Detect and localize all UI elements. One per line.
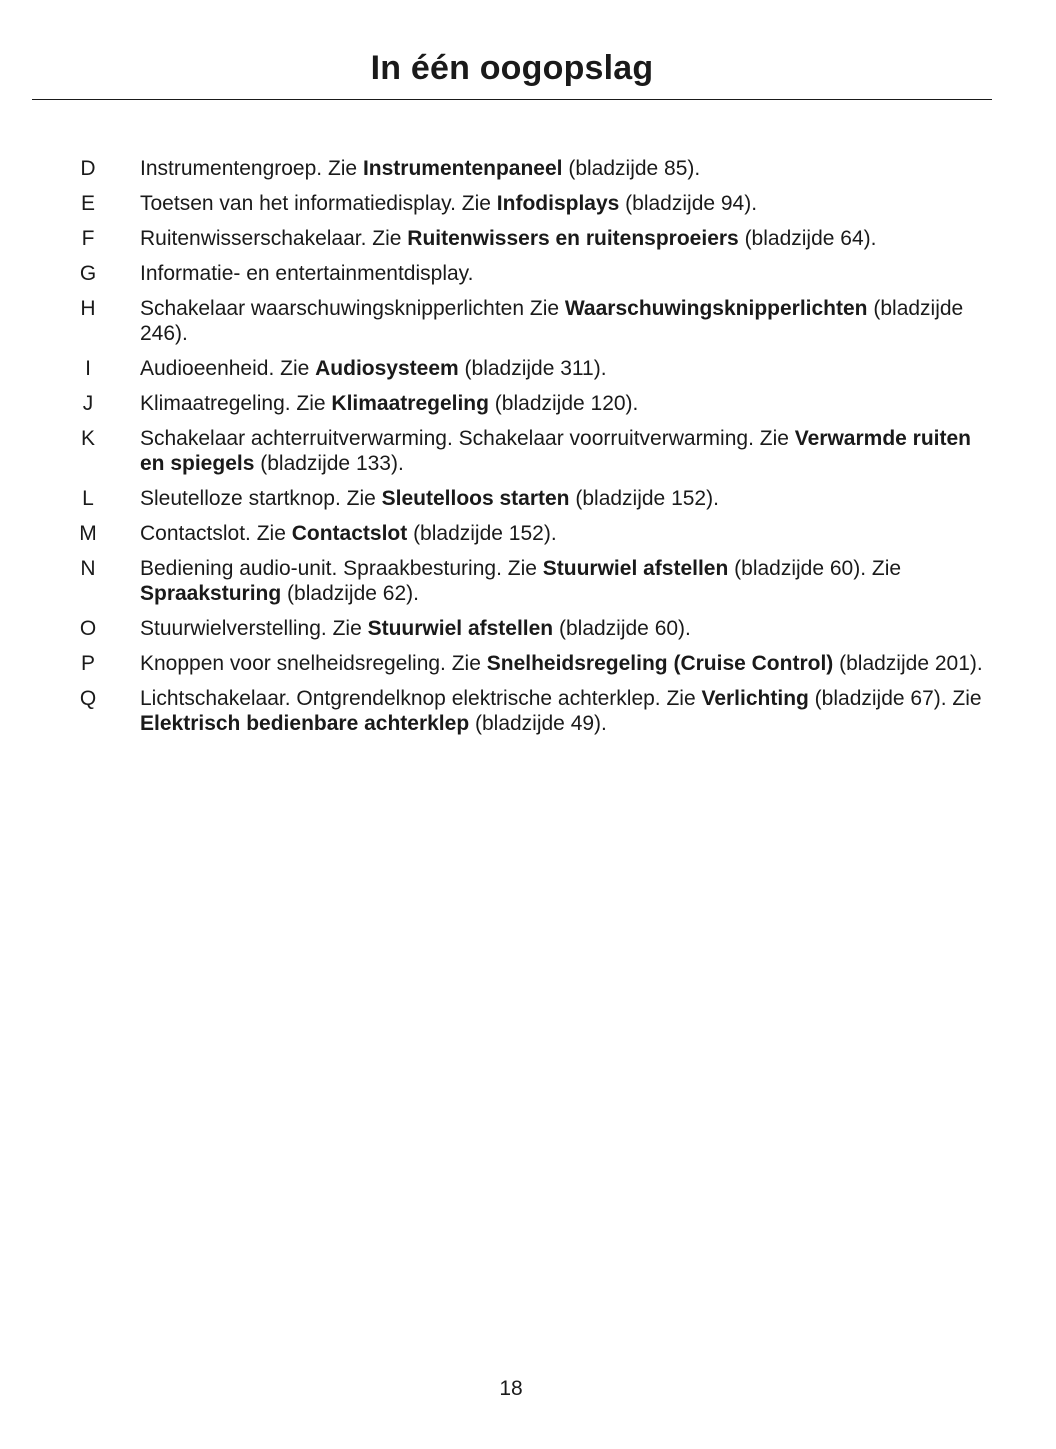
legend-letter: F: [81, 227, 95, 250]
cross-reference-link[interactable]: Verlichting: [701, 687, 809, 710]
legend-entry: [0, 391, 1056, 416]
cross-reference-link[interactable]: Waarschuwingsknipperlichten: [564, 297, 868, 320]
description-text: (bladzijde 60). Zie: [728, 557, 902, 580]
page-number: 18: [499, 1377, 523, 1400]
cross-reference-link[interactable]: Spraaksturing: [140, 582, 282, 605]
description-text: Informatie- en entertainmentdisplay.: [140, 262, 474, 285]
legend-letter: P: [80, 652, 95, 675]
cross-reference-link[interactable]: Snelheidsregeling (Cruise Control): [486, 652, 834, 675]
legend-description: [140, 521, 985, 546]
legend-entry: [0, 191, 1056, 216]
cross-reference-link[interactable]: Ruitenwissers en ruitensproeiers: [407, 227, 739, 250]
description-text: Stuurwielverstelling. Zie: [140, 617, 368, 640]
legend-letter: D: [80, 157, 96, 180]
legend-description: [140, 356, 985, 381]
legend-letter: G: [79, 262, 97, 285]
cross-reference-link[interactable]: Sleutelloos starten: [381, 487, 570, 510]
description-text: Bediening audio-unit. Spraakbesturing. Zie: [140, 557, 543, 580]
legend-description: [140, 226, 985, 251]
description-text: (bladzijde 311).: [458, 357, 607, 380]
description-text: (bladzijde 60).: [553, 617, 691, 640]
legend-entry: [0, 356, 1056, 381]
description-text: (bladzijde 67). Zie: [808, 687, 982, 710]
page-title: In één oogopslag: [370, 49, 654, 87]
legend-list: [0, 156, 1056, 746]
cross-reference-link[interactable]: Klimaatregeling: [331, 392, 489, 415]
legend-entry: [0, 156, 1056, 181]
legend-entry: [0, 556, 1056, 606]
description-text: (bladzijde 133).: [254, 452, 404, 475]
cross-reference-link[interactable]: Verwarmde ruiten en spiegels: [140, 427, 971, 475]
legend-description: [140, 391, 985, 416]
legend-letter: H: [80, 297, 96, 320]
description-text: Instrumentengroep. Zie: [140, 157, 363, 180]
legend-entry: [0, 651, 1056, 676]
description-text: Lichtschakelaar. Ontgrendelknop elektrische achterklep. Zie: [140, 687, 702, 710]
legend-description: [140, 616, 985, 641]
legend-entry: [0, 296, 1056, 346]
description-text: Audioeenheid. Zie: [140, 357, 316, 380]
legend-description: [140, 296, 985, 346]
legend-letter: Q: [79, 687, 97, 710]
legend-description: [140, 261, 985, 286]
description-text: Sleutelloze startknop. Zie: [140, 487, 382, 510]
description-text: Contactslot. Zie: [140, 522, 292, 545]
legend-entry: [0, 686, 1056, 736]
legend-description: [140, 426, 985, 476]
description-text: (bladzijde 85).: [562, 157, 701, 180]
description-text: (bladzijde 64).: [738, 227, 877, 250]
description-text: (bladzijde 152).: [407, 522, 557, 545]
cross-reference-link[interactable]: Instrumentenpaneel: [362, 157, 563, 180]
legend-entry: [0, 521, 1056, 546]
description-text: (bladzijde 62).: [281, 582, 419, 605]
description-text: Ruitenwisserschakelaar. Zie: [140, 227, 408, 250]
legend-description: [140, 556, 985, 606]
cross-reference-link[interactable]: Elektrisch bedienbare achterklep: [140, 712, 470, 735]
description-text: (bladzijde 201).: [833, 652, 983, 675]
description-text: (bladzijde 120).: [488, 392, 639, 415]
title-divider: [32, 99, 992, 100]
legend-description: [140, 686, 985, 736]
legend-description: [140, 486, 985, 511]
legend-letter: E: [80, 192, 95, 215]
cross-reference-link[interactable]: Stuurwiel afstellen: [367, 617, 554, 640]
legend-letter: O: [79, 617, 97, 640]
description-text: Schakelaar waarschuwingsknipperlichten Zie: [140, 297, 565, 320]
legend-entry: [0, 426, 1056, 476]
legend-entry: [0, 226, 1056, 251]
legend-letter: I: [85, 357, 91, 380]
description-text: Klimaatregeling. Zie: [140, 392, 332, 415]
description-text: (bladzijde 246).: [140, 297, 964, 345]
description-text: (bladzijde 94).: [619, 192, 758, 215]
cross-reference-link[interactable]: Stuurwiel afstellen: [542, 557, 729, 580]
description-text: Toetsen van het informatiedisplay. Zie: [140, 192, 497, 215]
legend-letter: K: [80, 427, 95, 450]
legend-description: [140, 651, 985, 676]
legend-letter: L: [82, 487, 94, 510]
legend-letter: J: [82, 392, 94, 415]
legend-entry: [0, 616, 1056, 641]
description-text: (bladzijde 49).: [469, 712, 607, 735]
description-text: (bladzijde 152).: [569, 487, 719, 510]
description-text: Knoppen voor snelheidsregeling. Zie: [140, 652, 487, 675]
legend-entry: [0, 261, 1056, 286]
cross-reference-link[interactable]: Audiosysteem: [315, 357, 459, 380]
legend-description: [140, 156, 985, 181]
legend-entry: [0, 486, 1056, 511]
cross-reference-link[interactable]: Contactslot: [291, 522, 408, 545]
legend-letter: N: [80, 557, 96, 580]
description-text: Schakelaar achterruitverwarming. Schakelaar voorruitverwarming. Zie: [140, 427, 795, 450]
cross-reference-link[interactable]: Infodisplays: [496, 192, 620, 215]
legend-letter: M: [79, 522, 97, 545]
legend-description: [140, 191, 985, 216]
